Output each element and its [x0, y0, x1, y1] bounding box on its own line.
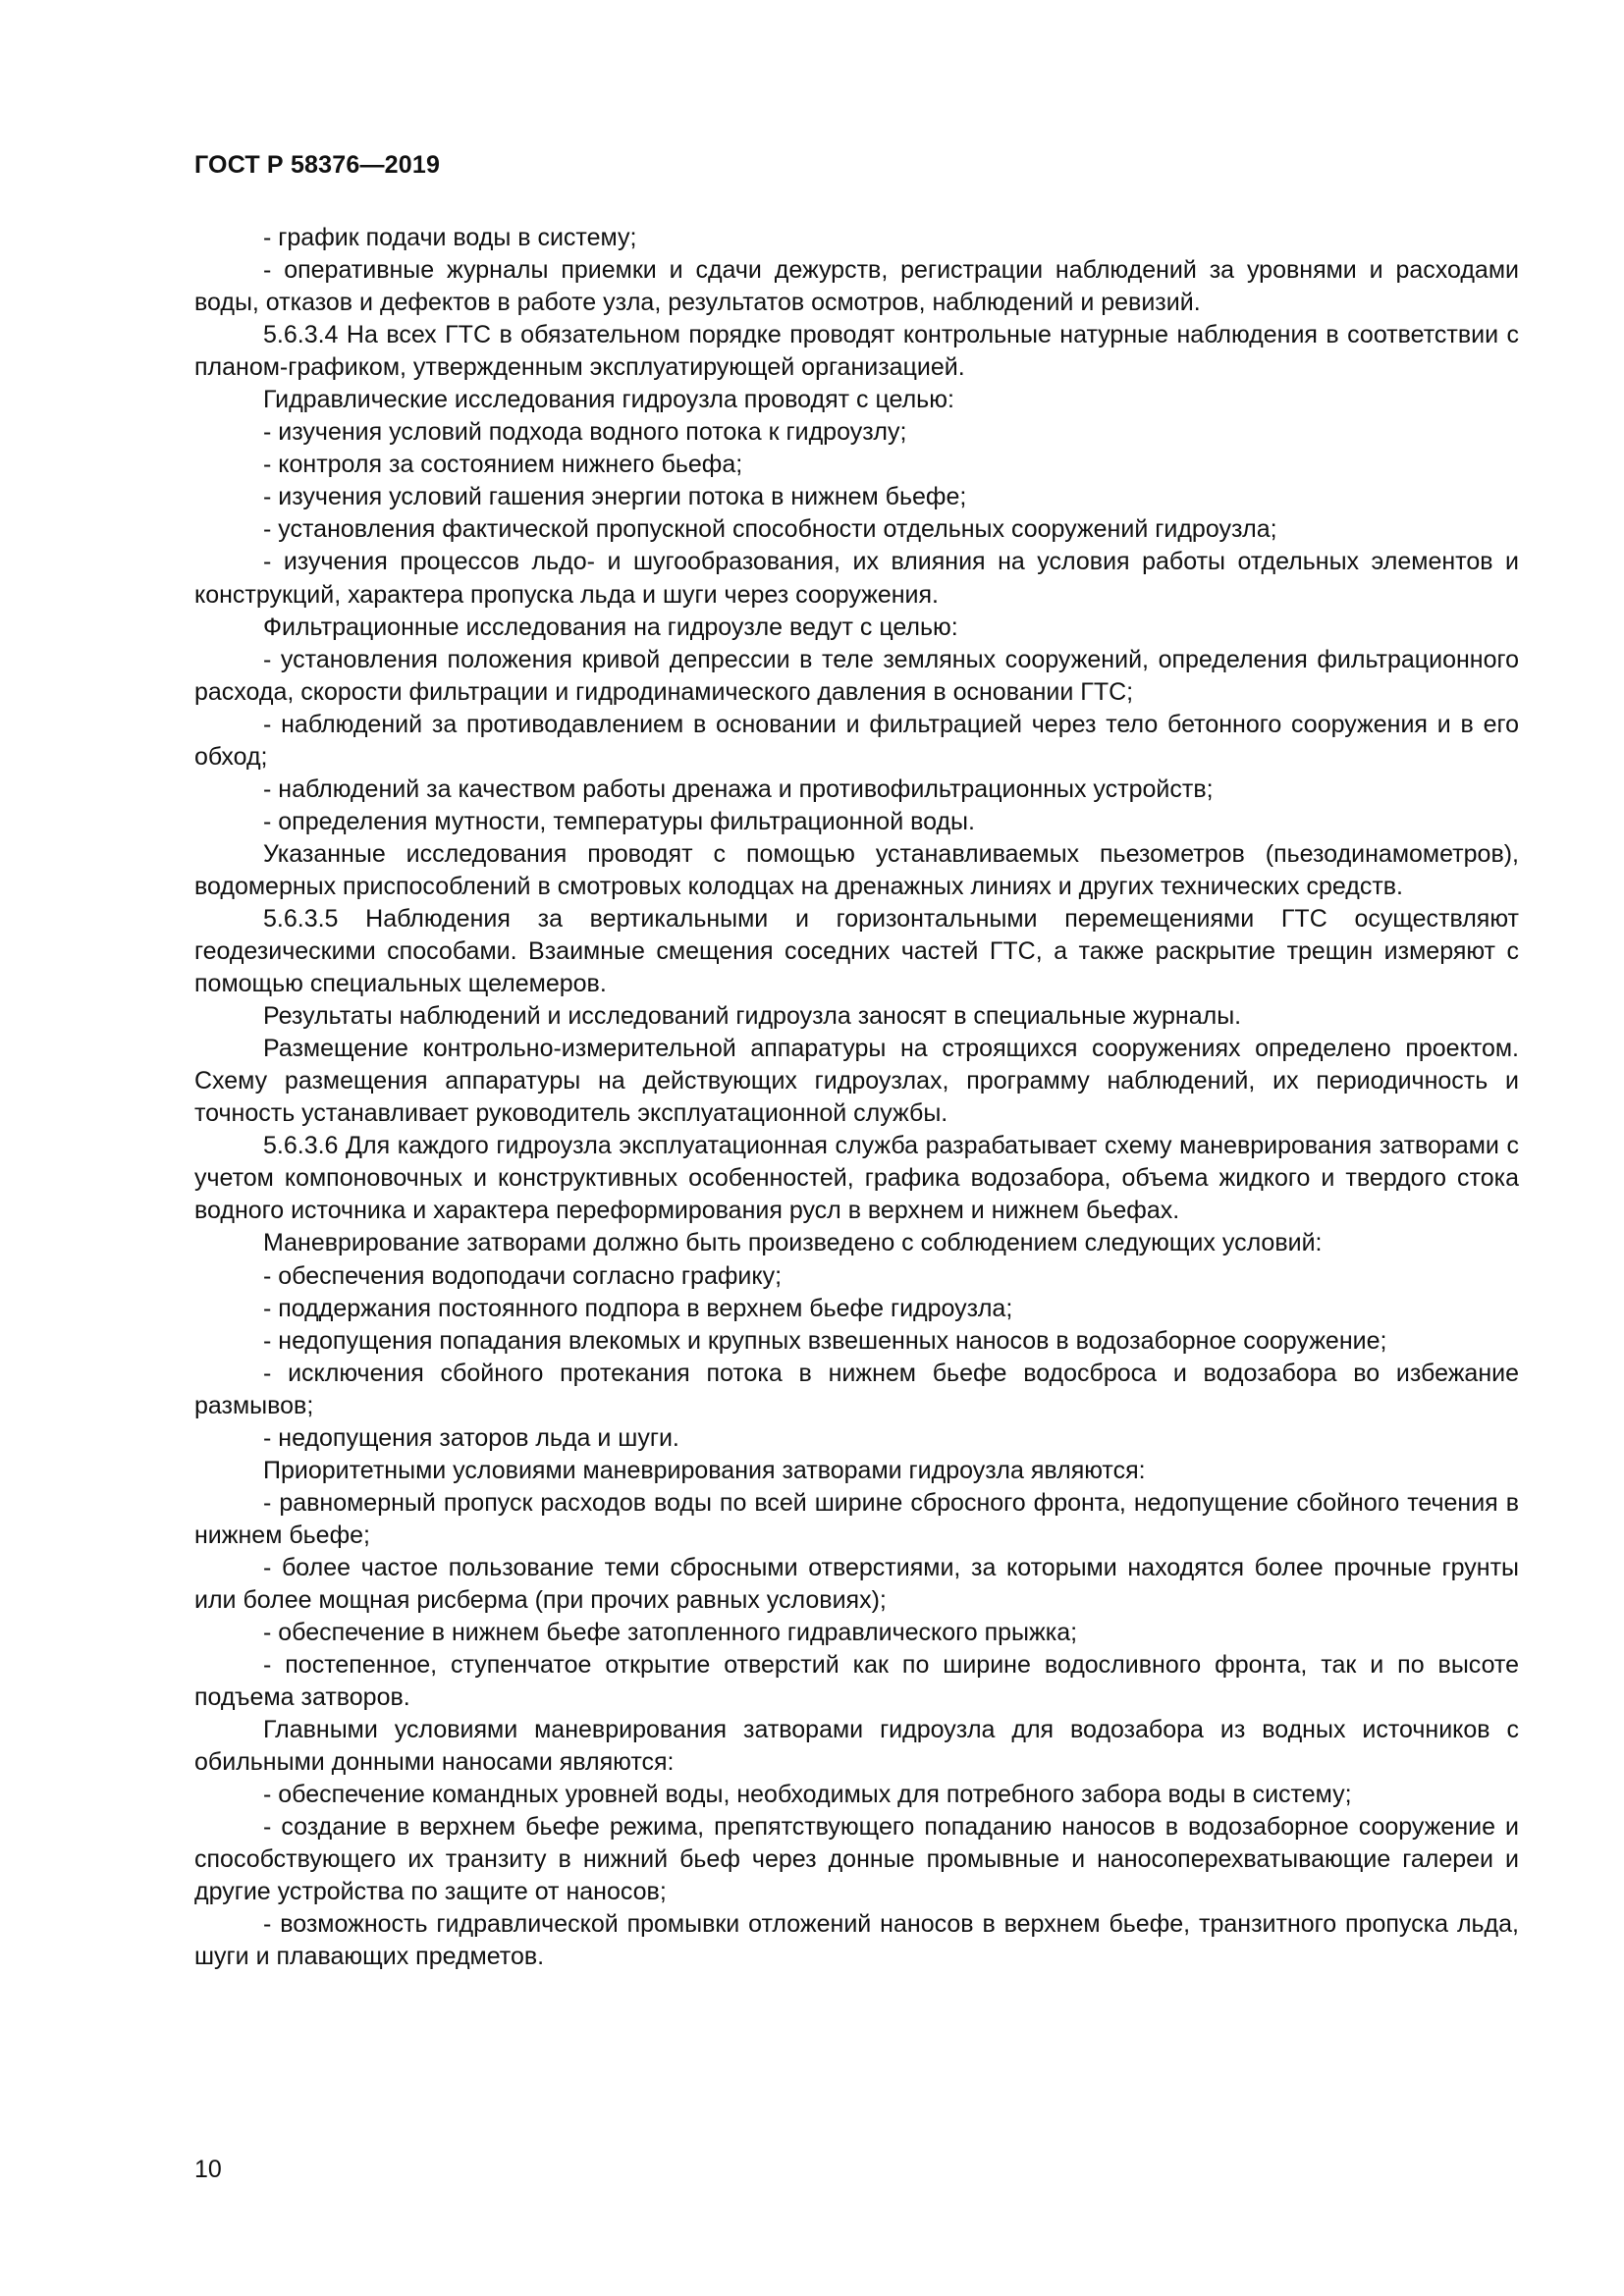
paragraph: 5.6.3.6 Для каждого гидроузла эксплуатационная служба разрабатывает схему маневрирования затворами с учетом компоновочных и конструктивных особенностей, графика водозабора, объема жидкого и твердого стока водного источника и характера переформирования русл в верхнем и нижнем бьефах. — [194, 1132, 1519, 1225]
paragraph: - контроля за состоянием нижнего бьефа; — [263, 451, 743, 479]
paragraph: - изучения процессов льдо- и шугообразования, их влияния на условия работы отдельных элементов и конструкций, характера пропуска льда и шуги через сооружения. — [194, 548, 1519, 609]
page-number: 10 — [194, 2156, 222, 2183]
paragraph: - недопущения заторов льда и шуги. — [263, 1423, 679, 1452]
paragraph: Приоритетными условиями маневрирования затворами гидроузла являются: — [263, 1456, 1146, 1484]
paragraph: Маневрирование затворами должно быть произведено с соблюдением следующих условий: — [263, 1229, 1323, 1257]
paragraph: - создание в верхнем бьефе режима, препятствующего попаданию наносов в водозаборное сооружение и способствующего их транзиту в нижний бьеф через донные промывные и наносоперехватывающие галереи и другие устройства по защите от наносов; — [194, 1813, 1519, 1906]
paragraph: Гидравлические исследования гидроузла проводят с целью: — [263, 386, 954, 414]
paragraph: Размещение контрольно-измерительной аппаратуры на строящихся сооружениях определено проектом. Схему размещения аппаратуры на действующих гидроузлах, программу наблюдений, их периодичность и точность устанавливает руководитель эксплуатационной службы. — [194, 1035, 1519, 1128]
paragraph: - наблюдений за противодавлением в основании и фильтрацией через тело бетонного сооружения и в его обход; — [194, 710, 1519, 771]
paragraph: - график подачи воды в систему; — [263, 224, 637, 251]
paragraph: - исключения сбойного протекания потока в нижнем бьефе водосброса и водозабора во избежание размывов; — [194, 1359, 1519, 1419]
paragraph: - наблюдений за качеством работы дренажа и противофильтрационных устройств; — [263, 774, 1214, 803]
paragraph: - оперативные журналы приемки и сдачи дежурств, регистрации наблюдений за уровнями и расходами воды, отказов и дефектов в работе узла, результатов осмотров, наблюдений и ревизий. — [194, 256, 1519, 317]
document-header: ГОСТ Р 58376—2019 — [194, 151, 441, 179]
paragraph: - более частое пользование теми сбросными отверстиями, за которыми находятся более прочные грунты или более мощная рисберма (при прочих равных условиях); — [194, 1553, 1519, 1614]
paragraph: 5.6.3.4 На всех ГТС в обязательном порядке проводят контрольные натурные наблюдения в соответствии с планом-графиком, утвержденным эксплуатирующей организацией. — [194, 321, 1519, 382]
paragraph: 5.6.3.5 Наблюдения за вертикальными и горизонтальными перемещениями ГТС осуществляют геодезическими способами. Взаимные смещения соседних частей ГТС, а также раскрытие трещин измеряют с помощью специальных щелемеров. — [194, 904, 1519, 998]
paragraph: - изучения условий гашения энергии потока в нижнем бьефе; — [263, 483, 967, 511]
paragraph: - обеспечения водоподачи согласно графику; — [263, 1261, 783, 1290]
document-body — [194, 222, 1519, 1974]
paragraph: - поддержания постоянного подпора в верхнем бьефе гидроузла; — [263, 1294, 1013, 1322]
paragraph: - установления положения кривой депрессии в теле земляных сооружений, определения фильтрационного расхода, скорости фильтрации и гидродинамического давления в основании ГТС; — [194, 645, 1519, 706]
paragraph: Указанные исследования проводят с помощью устанавливаемых пьезометров (пьезодинамометров), водомерных приспособлений в смотровых колодцах на дренажных линиях и других технических средств. — [194, 839, 1519, 900]
paragraph: Главными условиями маневрирования затворами гидроузла для водозабора из водных источников с обильными донными наносами являются: — [194, 1716, 1519, 1777]
paragraph: - обеспечение командных уровней воды, необходимых для потребного забора воды в систему; — [263, 1781, 1352, 1809]
paragraph: - возможность гидравлической промывки отложений наносов в верхнем бьефе, транзитного пропуска льда, шуги и плавающих предметов. — [194, 1910, 1519, 1971]
paragraph: - постепенное, ступенчатое открытие отверстий как по ширине водосливного фронта, так и по высоте подъема затворов. — [194, 1651, 1519, 1712]
paragraph: - обеспечение в нижнем бьефе затопленного гидравлического прыжка; — [263, 1619, 1078, 1647]
paragraph: Результаты наблюдений и исследований гидроузла заносят в специальные журналы. — [263, 1002, 1242, 1031]
paragraph: - равномерный пропуск расходов воды по всей ширине сбросного фронта, недопущение сбойного течения в нижнем бьефе; — [194, 1488, 1519, 1549]
paragraph: Фильтрационные исследования на гидроузле ведут с целью: — [263, 613, 958, 641]
paragraph: - определения мутности, температуры фильтрационной воды. — [263, 807, 975, 835]
paragraph: - изучения условий подхода водного потока к гидроузлу; — [263, 418, 907, 447]
paragraph: - установления фактической пропускной способности отдельных сооружений гидроузла; — [263, 515, 1277, 544]
paragraph: - недопущения попадания влекомых и крупных взвешенных наносов в водозаборное сооружение; — [263, 1326, 1387, 1355]
